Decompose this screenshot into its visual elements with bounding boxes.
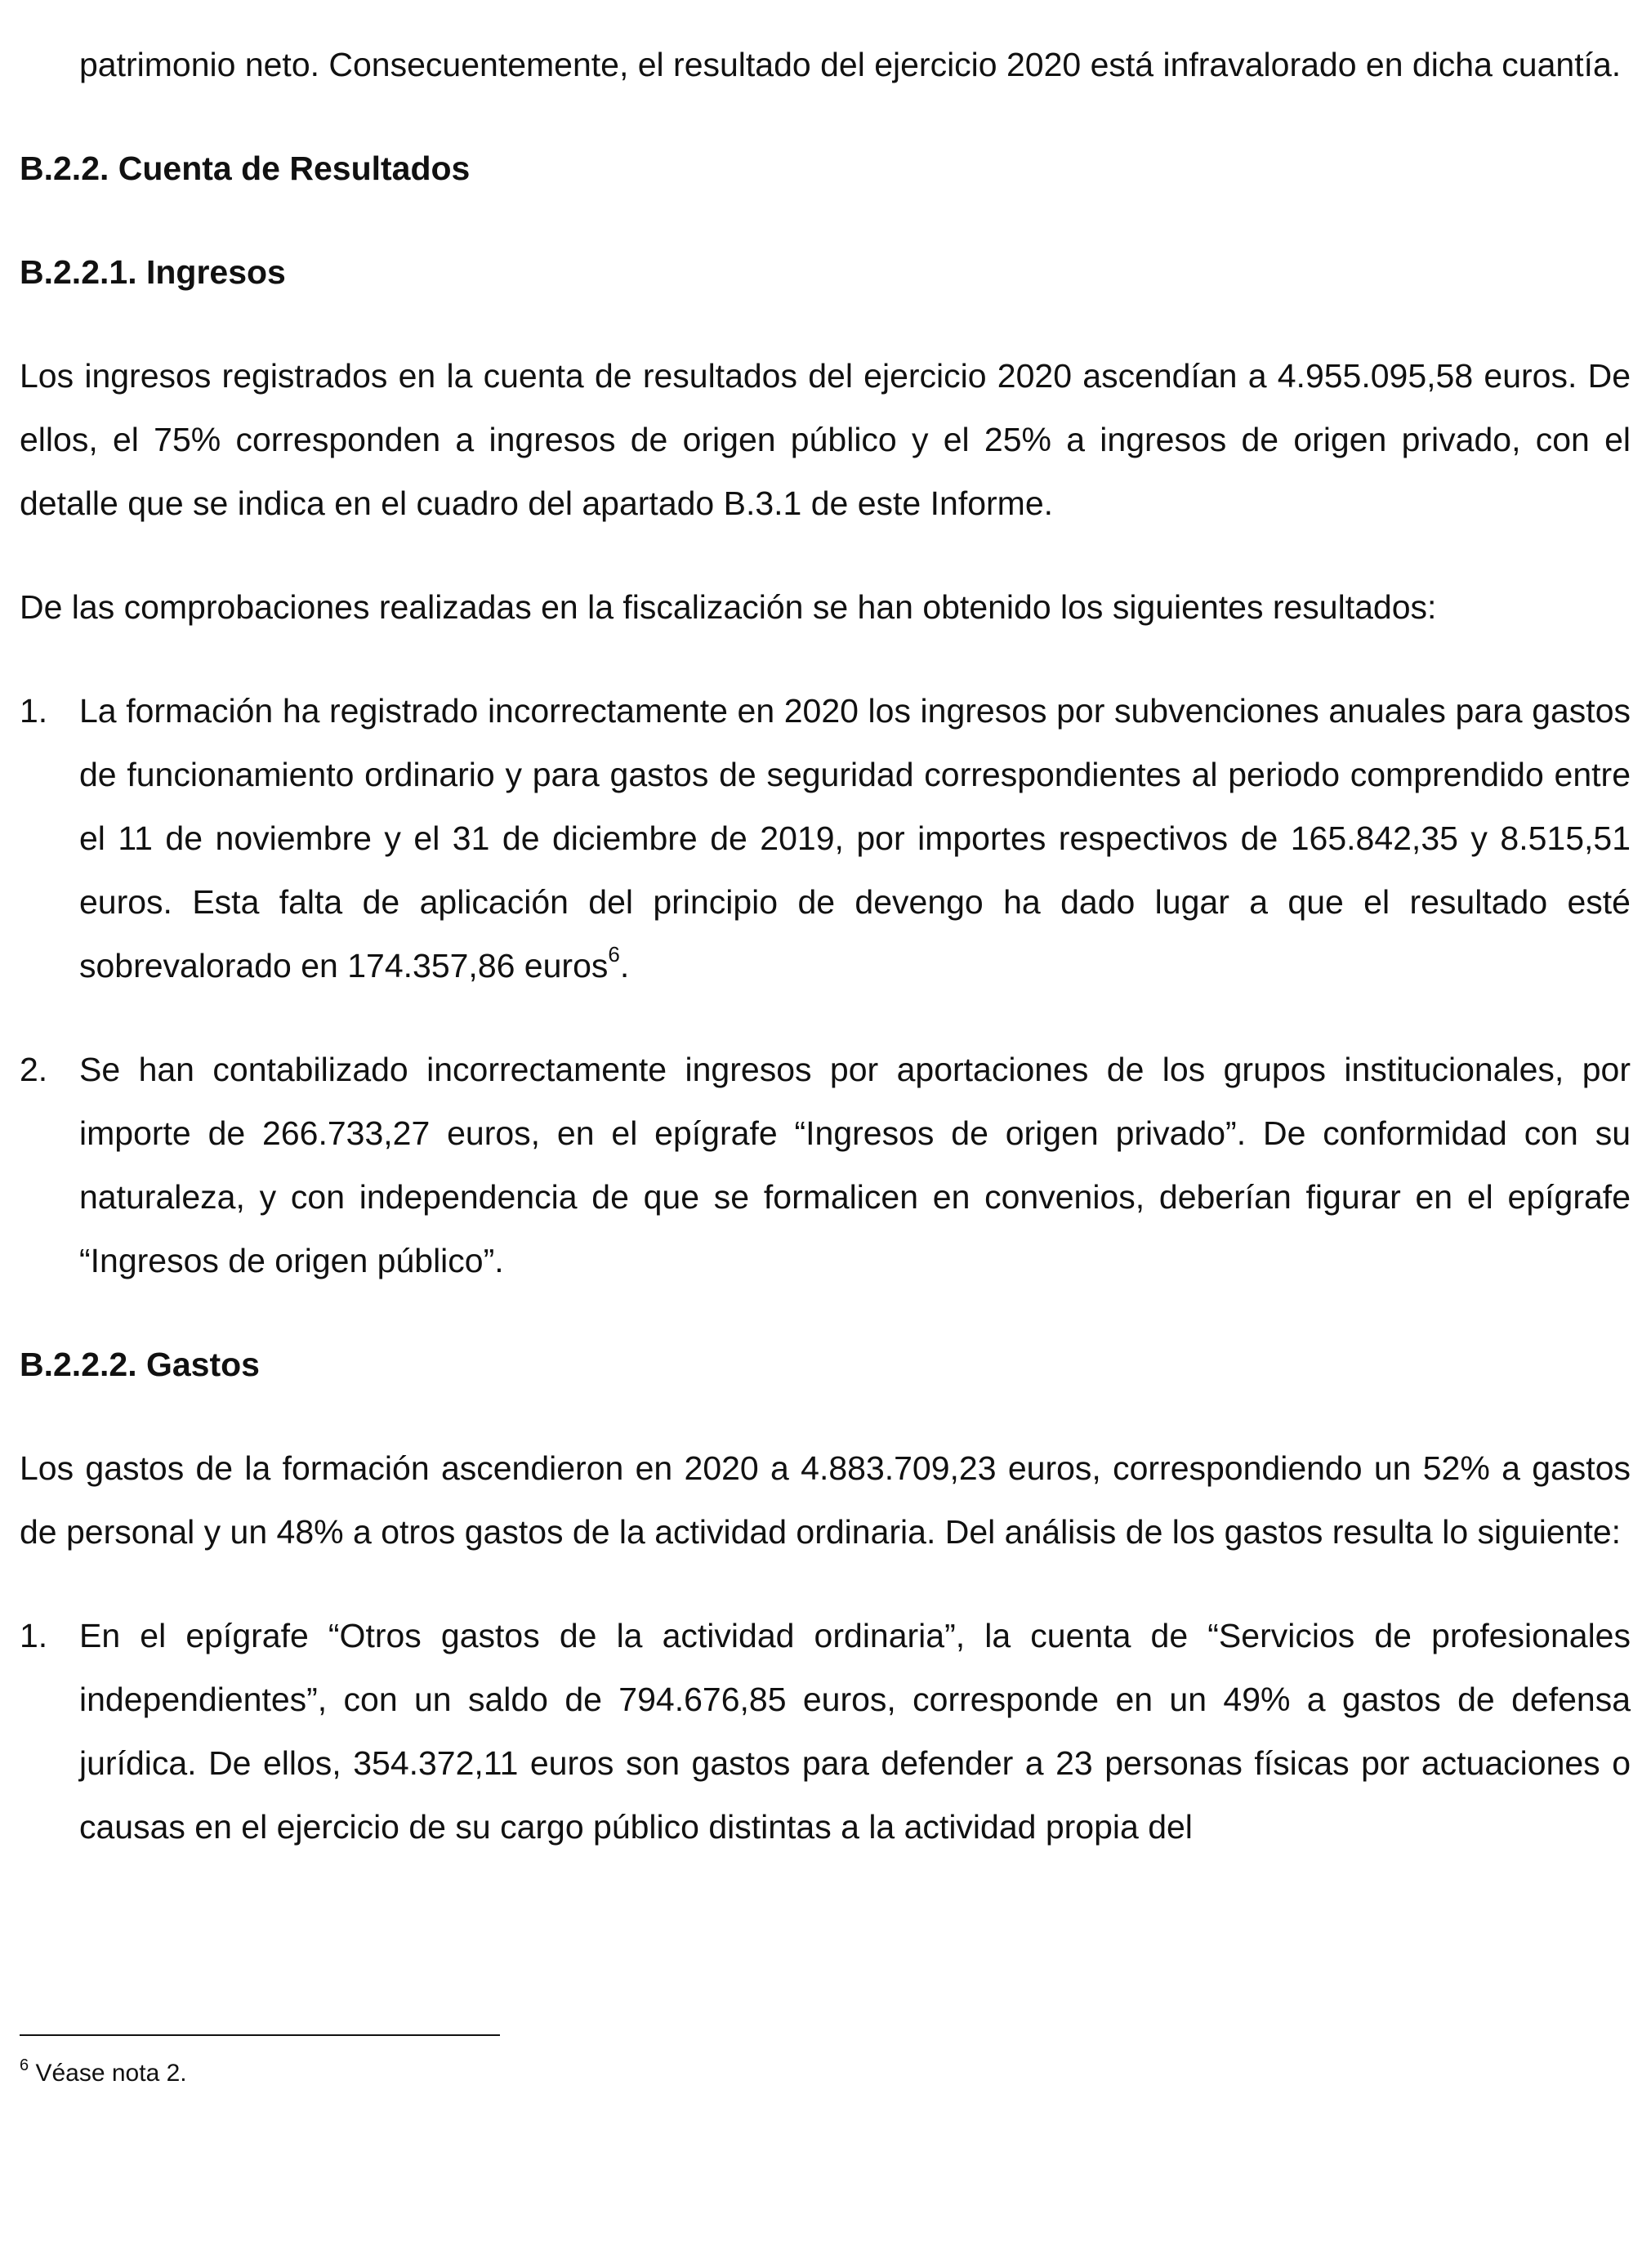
ingresos-lead-paragraph: De las comprobaciones realizadas en la fiscalización se han obtenido los siguientes resultados: [20,588,1437,626]
list-number: 1. [20,692,48,730]
list-number: 1. [20,1617,48,1654]
footnote-separator [20,2034,500,2036]
list-item-text: La formación ha registrado incorrectamente en 2020 los ingresos por subvenciones anuales para gastos de funcionamiento ordinario y para gastos de seguridad correspondientes al periodo comprendido entre el 11 de noviembre y el 31 de diciembre de 2019, por importes respectivos de 165.842,35 y 8.515,51 euros. Esta falta de aplicación del principio de devengo ha dado lugar a que el resultado esté sobrevalorado en 174.357,86 euros [79,692,1631,984]
continuation-paragraph: patrimonio neto. Consecuentemente, el resultado del ejercicio 2020 está infravalorado en dicha cuantía. [79,46,1622,83]
footnote-number: 6 [20,2056,29,2074]
footnote-reference[interactable]: 6 [608,942,620,967]
ingresos-list-item-2 [20,1038,1631,1292]
list-item-text: Se han contabilizado incorrectamente ingresos por aportaciones de los grupos institucionales, por importe de 266.733,27 euros, en el epígrafe “Ingresos de origen privado”. De conformidad con su naturaleza, y con independencia de que se formalicen en convenios, deberían figurar en el epígrafe “Ingresos de origen público”. [79,1051,1631,1279]
list-item-tail: . [619,947,630,984]
footnote [20,2057,187,2090]
document-page [20,33,1631,1899]
section-heading-b22: B.2.2. Cuenta de Resultados [20,150,471,187]
footnote-text: Véase nota 2. [35,2060,187,2087]
section-heading-b222: B.2.2.2. Gastos [20,1346,260,1383]
gastos-intro-paragraph: Los gastos de la formación ascendieron en 2020 a 4.883.709,23 euros, correspondiendo un 52% a gastos de personal y un 48% a otros gastos de la actividad ordinaria. Del análisis de los gastos resulta lo siguiente: [20,1449,1631,1551]
section-heading-b221: B.2.2.1. Ingresos [20,253,286,291]
ingresos-intro-paragraph: Los ingresos registrados en la cuenta de resultados del ejercicio 2020 ascendían a 4.955.095,58 euros. De ellos, el 75% corresponden a ingresos de origen público y el 25% a ingresos de origen privado, con el detalle que se indica en el cuadro del apartado B.3.1 de este Informe. [20,357,1631,522]
list-number: 2. [20,1051,48,1088]
list-item-text: En el epígrafe “Otros gastos de la actividad ordinaria”, la cuenta de “Servicios de profesionales independientes”, con un saldo de 794.676,85 euros, corresponde en un 49% a gastos de defensa jurídica. De ellos, 354.372,11 euros son gastos para defender a 23 personas físicas por actuaciones o causas en el ejercicio de su cargo público distintas a la actividad propia del [79,1617,1631,1846]
gastos-list-item-1 [20,1604,1631,1859]
ingresos-list-item-1 [20,679,1631,998]
